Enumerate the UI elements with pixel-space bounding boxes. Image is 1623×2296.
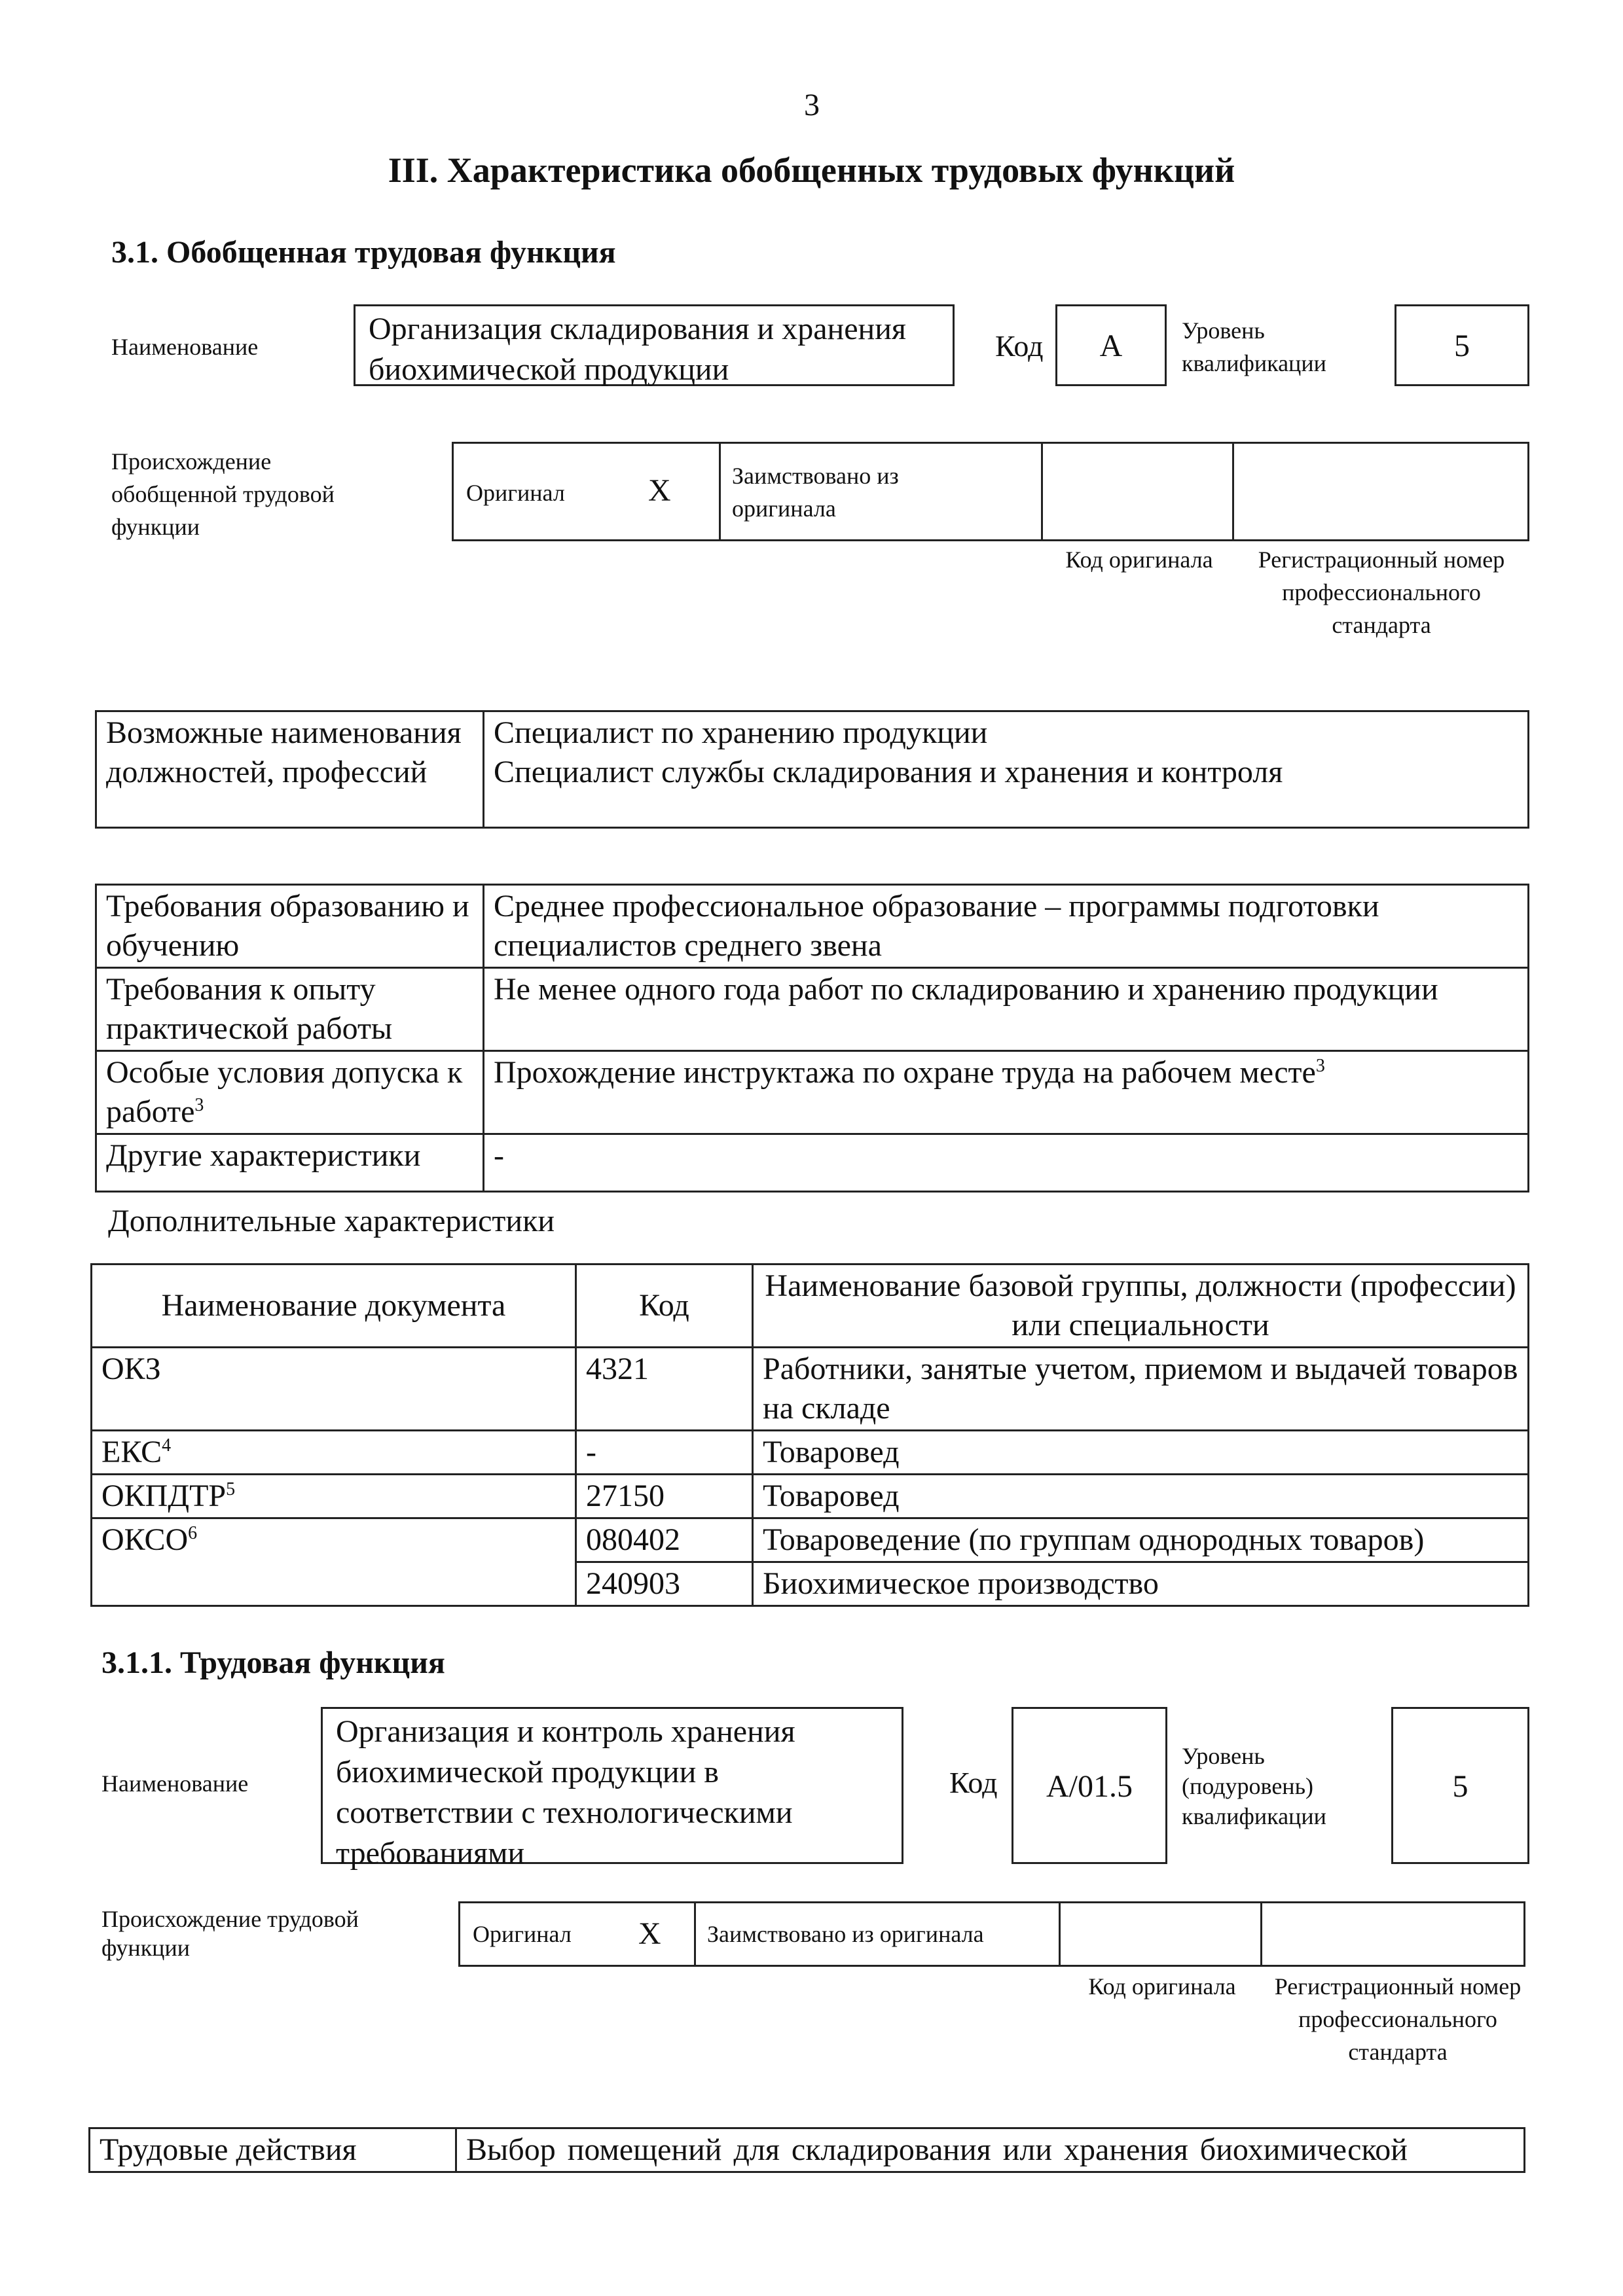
group-name-cell: Товароведение (по группам однородных товаров) bbox=[753, 1518, 1529, 1562]
doc-cell bbox=[92, 1518, 576, 1606]
doc-name: ОКСО bbox=[101, 1522, 189, 1557]
requirement-value: Среднее профессиональное образование – программы подготовки специалистов среднего звена bbox=[484, 885, 1529, 968]
additional-heading: Дополнительные характеристики bbox=[108, 1204, 555, 1238]
footnote-mark: 6 bbox=[188, 1523, 198, 1543]
footnote-mark: 3 bbox=[194, 1095, 204, 1115]
doc-cell bbox=[92, 1475, 576, 1518]
tf-reg-number-caption: Регистрационный номер профессионального стандарта bbox=[1274, 1973, 1522, 2065]
code-cell: 240903 bbox=[576, 1562, 753, 1606]
gtf-borrowed-label: Заимствовано из оригинала bbox=[732, 463, 899, 522]
group-name-cell: Товаровед bbox=[753, 1475, 1529, 1518]
gtf-original-mark: X bbox=[648, 473, 671, 508]
requirement-label-cell bbox=[96, 1051, 484, 1134]
tf-level-box bbox=[1391, 1707, 1529, 1864]
gtf-name-box bbox=[354, 304, 955, 386]
gtf-origin-label: Происхождение обобщенной трудовой функции bbox=[111, 448, 335, 540]
gtf-original-label: Оригинал bbox=[466, 480, 565, 506]
tf-name-box bbox=[321, 1707, 903, 1871]
requirement-value: Не менее одного года работ по складированию и хранению продукции bbox=[484, 968, 1529, 1051]
requirement-value: Прохождение инструктажа по охране труда на рабочем месте bbox=[494, 1055, 1316, 1090]
tf-original-mark: X bbox=[638, 1916, 661, 1951]
doc-cell bbox=[92, 1431, 576, 1475]
requirement-row bbox=[96, 1134, 1529, 1192]
group-name-cell: Работники, занятые учетом, приемом и выдачей товаров на складе bbox=[753, 1348, 1529, 1431]
positions-table bbox=[95, 710, 1529, 829]
requirement-label: Другие характеристики bbox=[96, 1134, 484, 1192]
additional-table bbox=[90, 1263, 1529, 1607]
gtf-name-value: Организация складирования и хранения биохимической продукции bbox=[369, 312, 906, 387]
page-number: 3 bbox=[804, 88, 820, 122]
doc-name: ЕКС bbox=[101, 1435, 162, 1469]
code-cell: - bbox=[576, 1431, 753, 1475]
footnote-mark: 4 bbox=[162, 1435, 172, 1456]
gtf-code-label: Код bbox=[995, 329, 1044, 363]
code-cell: 080402 bbox=[576, 1518, 753, 1562]
position-item: Специалист службы складирования и хранения и контроля bbox=[494, 755, 1283, 789]
position-item: Специалист по хранению продукции bbox=[494, 715, 988, 750]
table-row bbox=[92, 1431, 1529, 1475]
table-row bbox=[92, 1518, 1529, 1562]
actions-label: Трудовые действия bbox=[90, 2128, 456, 2172]
footnote-mark: 3 bbox=[1315, 1056, 1325, 1076]
code-cell: 4321 bbox=[576, 1348, 753, 1431]
tf-heading: 3.1.1. Трудовая функция bbox=[101, 1645, 445, 1680]
requirement-row bbox=[96, 1051, 1529, 1134]
group-name-cell: Биохимическое производство bbox=[753, 1562, 1529, 1606]
positions-label: Возможные наименования должностей, профессий bbox=[96, 711, 484, 828]
tf-origin-box bbox=[458, 1901, 1525, 1967]
tf-code-box bbox=[1012, 1707, 1167, 1864]
group-name-cell: Товаровед bbox=[753, 1431, 1529, 1475]
requirement-label: Особые условия допуска к работе bbox=[106, 1055, 463, 1129]
gtf-code-original-caption: Код оригинала bbox=[1065, 547, 1213, 573]
requirement-value-cell bbox=[484, 1051, 1529, 1134]
doc-name: ОКПДТР bbox=[101, 1479, 227, 1513]
tf-name-label: Наименование bbox=[101, 1770, 249, 1797]
table-row bbox=[92, 1475, 1529, 1518]
tf-original-label: Оригинал bbox=[473, 1921, 572, 1947]
header-group-name: Наименование базовой группы, должности (профессии) или специальности bbox=[753, 1265, 1529, 1348]
gtf-level-label: Уровень квалификации bbox=[1182, 317, 1326, 376]
positions-values bbox=[484, 711, 1529, 828]
gtf-level-value: 5 bbox=[1454, 329, 1470, 363]
requirement-value: - bbox=[484, 1134, 1529, 1192]
gtf-code-box bbox=[1055, 304, 1167, 386]
requirements-table bbox=[95, 884, 1529, 1193]
tf-code-original-caption: Код оригинала bbox=[1088, 1973, 1236, 2000]
actions-value: Выбор помещений для складирования или хранения биохимической bbox=[456, 2128, 1525, 2172]
gtf-heading: 3.1. Обобщенная трудовая функция bbox=[111, 235, 616, 270]
requirement-row bbox=[96, 968, 1529, 1051]
requirement-label: Требования образованию и обучению bbox=[96, 885, 484, 968]
header-code: Код bbox=[576, 1265, 753, 1348]
footnote-mark: 5 bbox=[226, 1479, 236, 1499]
table-row bbox=[92, 1348, 1529, 1431]
doc-name: ОКЗ bbox=[101, 1352, 161, 1386]
tf-level-label: Уровень (подуровень) квалификации bbox=[1182, 1743, 1326, 1829]
code-cell: 27150 bbox=[576, 1475, 753, 1518]
tf-borrowed-label: Заимствовано из оригинала bbox=[707, 1921, 984, 1947]
doc-cell bbox=[92, 1348, 576, 1431]
tf-code-value: А/01.5 bbox=[1046, 1769, 1133, 1804]
gtf-level-box bbox=[1395, 304, 1529, 386]
header-document: Наименование документа bbox=[92, 1265, 576, 1348]
tf-code-label: Код bbox=[949, 1766, 998, 1799]
requirement-row bbox=[96, 885, 1529, 968]
gtf-reg-number-caption: Регистрационный номер профессионального стандарта bbox=[1258, 547, 1505, 638]
gtf-origin-box bbox=[452, 442, 1529, 541]
gtf-name-label: Наименование bbox=[111, 334, 259, 360]
actions-table bbox=[88, 2127, 1525, 2173]
tf-origin-label: Происхождение трудовой функции bbox=[101, 1906, 359, 1961]
requirement-label: Требования к опыту практической работы bbox=[96, 968, 484, 1051]
tf-name-value: Организация и контроль хранения биохимической продукции в соответствии с технологическими требованиями bbox=[336, 1714, 795, 1871]
section-title: III. Характеристика обобщенных трудовых функций bbox=[388, 151, 1235, 190]
tf-level-value: 5 bbox=[1452, 1769, 1468, 1804]
gtf-code-value: А bbox=[1099, 329, 1123, 363]
